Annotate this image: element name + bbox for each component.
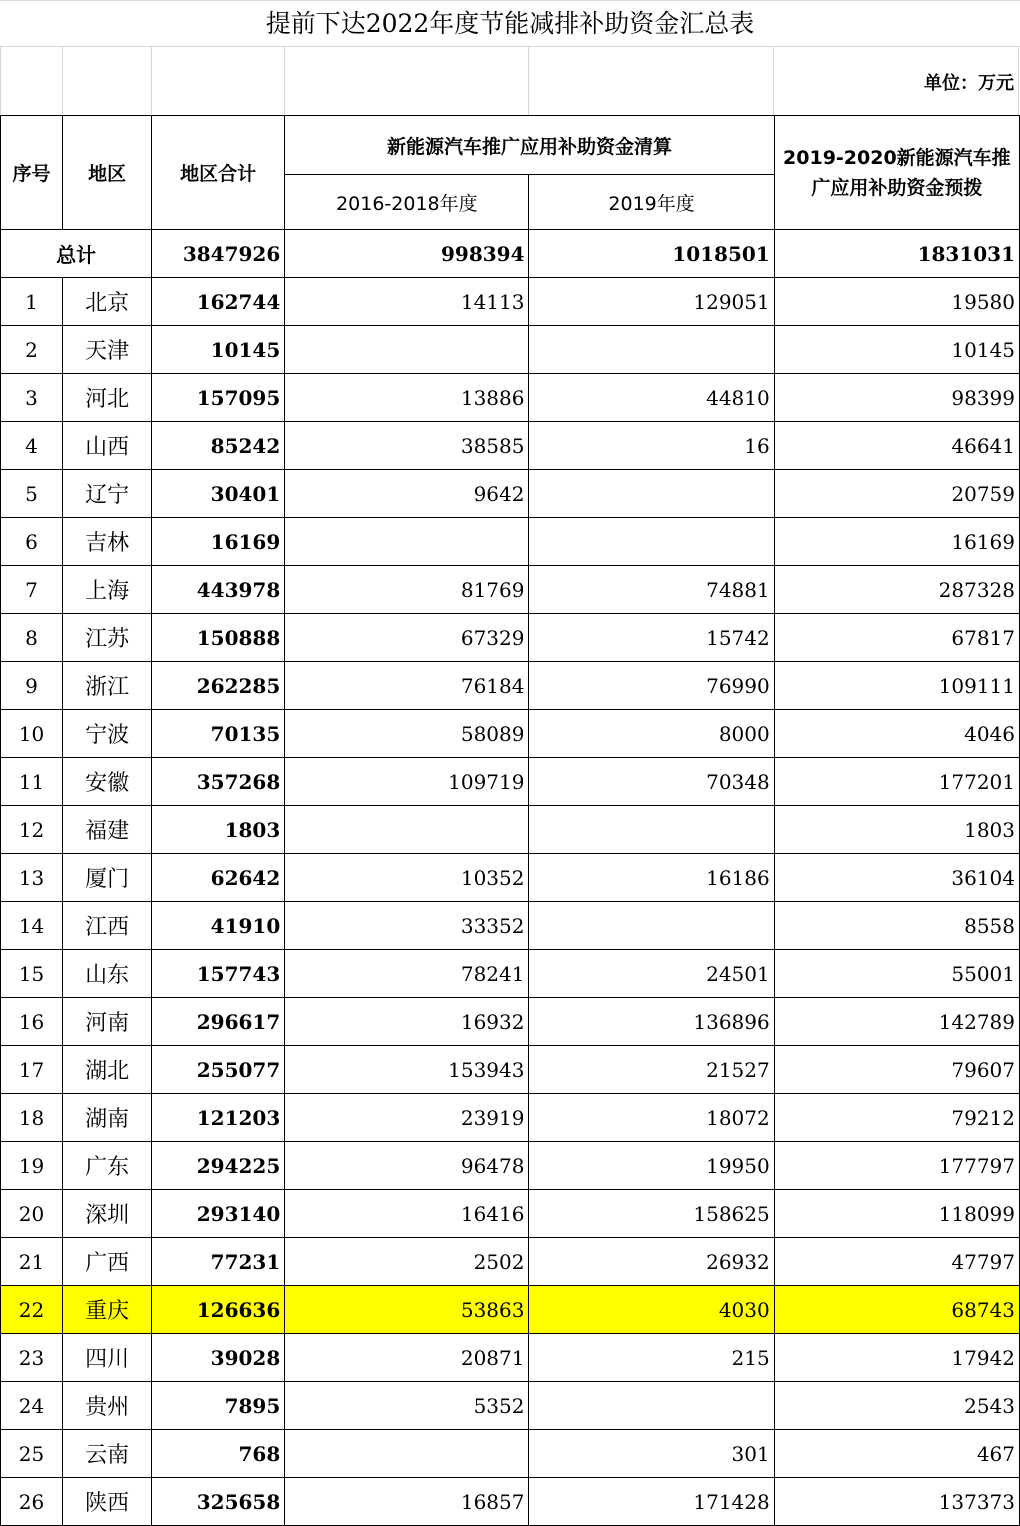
- totals-prepay: 1831031: [774, 230, 1019, 278]
- row-region: 山东: [63, 950, 152, 998]
- row-prepay: 137373: [774, 1478, 1019, 1526]
- row-number: 21: [1, 1238, 63, 1286]
- table-row: [1, 1190, 1020, 1238]
- row-2019: 15742: [529, 614, 774, 662]
- row-2016-2018: [285, 326, 529, 374]
- row-region: 安徽: [63, 758, 152, 806]
- row-region: 重庆: [63, 1286, 152, 1334]
- row-2016-2018: 16416: [285, 1190, 529, 1238]
- row-number: 5: [1, 470, 63, 518]
- row-2019: 4030: [529, 1286, 774, 1334]
- row-2019: 136896: [529, 998, 774, 1046]
- unit-row: [0, 47, 1020, 115]
- row-2019: 16186: [529, 854, 774, 902]
- row-prepay: 79212: [774, 1094, 1019, 1142]
- header-clearing: 新能源汽车推广应用补助资金清算: [285, 116, 774, 175]
- row-2019: 44810: [529, 374, 774, 422]
- row-number: 26: [1, 1478, 63, 1526]
- row-2016-2018: [285, 1430, 529, 1478]
- row-sum: 16169: [152, 518, 285, 566]
- row-2016-2018: [285, 518, 529, 566]
- row-2016-2018: 109719: [285, 758, 529, 806]
- row-region: 广西: [63, 1238, 152, 1286]
- row-number: 23: [1, 1334, 63, 1382]
- row-region: 湖南: [63, 1094, 152, 1142]
- table-row: [1, 1286, 1020, 1334]
- table-row: [1, 614, 1020, 662]
- row-sum: 85242: [152, 422, 285, 470]
- row-2016-2018: 14113: [285, 278, 529, 326]
- row-number: 14: [1, 902, 63, 950]
- row-region: 福建: [63, 806, 152, 854]
- row-2019: 301: [529, 1430, 774, 1478]
- row-prepay: 16169: [774, 518, 1019, 566]
- row-2016-2018: 16857: [285, 1478, 529, 1526]
- row-prepay: 2543: [774, 1382, 1019, 1430]
- row-prepay: 19580: [774, 278, 1019, 326]
- row-prepay: 177797: [774, 1142, 1019, 1190]
- row-2016-2018: 33352: [285, 902, 529, 950]
- table-row: [1, 326, 1020, 374]
- row-sum: 262285: [152, 662, 285, 710]
- row-number: 18: [1, 1094, 63, 1142]
- table-row: [1, 758, 1020, 806]
- row-2016-2018: 58089: [285, 710, 529, 758]
- row-number: 12: [1, 806, 63, 854]
- row-number: 19: [1, 1142, 63, 1190]
- row-number: 4: [1, 422, 63, 470]
- row-region: 宁波: [63, 710, 152, 758]
- row-prepay: 1803: [774, 806, 1019, 854]
- row-sum: 294225: [152, 1142, 285, 1190]
- row-region: 辽宁: [63, 470, 152, 518]
- row-number: 6: [1, 518, 63, 566]
- row-2019: 70348: [529, 758, 774, 806]
- row-prepay: 98399: [774, 374, 1019, 422]
- row-2019: 129051: [529, 278, 774, 326]
- row-region: 河北: [63, 374, 152, 422]
- row-region: 广东: [63, 1142, 152, 1190]
- header-prepay: 2019-2020新能源汽车推广应用补助资金预拨: [774, 116, 1019, 230]
- row-2016-2018: [285, 806, 529, 854]
- row-2016-2018: 81769: [285, 566, 529, 614]
- unit-label: 单位：万元: [924, 73, 1014, 94]
- row-prepay: 17942: [774, 1334, 1019, 1382]
- row-prepay: 67817: [774, 614, 1019, 662]
- row-prepay: 47797: [774, 1238, 1019, 1286]
- header-region-total: 地区合计: [152, 116, 285, 230]
- row-number: 24: [1, 1382, 63, 1430]
- row-sum: 157095: [152, 374, 285, 422]
- row-prepay: 36104: [774, 854, 1019, 902]
- table-row: [1, 374, 1020, 422]
- table-row: [1, 1094, 1020, 1142]
- row-number: 17: [1, 1046, 63, 1094]
- table-row: [1, 1046, 1020, 1094]
- table-row: [1, 566, 1020, 614]
- row-number: 25: [1, 1430, 63, 1478]
- table-row: [1, 1334, 1020, 1382]
- row-number: 2: [1, 326, 63, 374]
- row-region: 浙江: [63, 662, 152, 710]
- row-2016-2018: 5352: [285, 1382, 529, 1430]
- table-row: [1, 950, 1020, 998]
- row-region: 天津: [63, 326, 152, 374]
- row-2016-2018: 9642: [285, 470, 529, 518]
- row-2019: 16: [529, 422, 774, 470]
- table-row: [1, 278, 1020, 326]
- header-seq: 序号: [1, 116, 63, 230]
- row-2019: 76990: [529, 662, 774, 710]
- row-prepay: 46641: [774, 422, 1019, 470]
- row-region: 吉林: [63, 518, 152, 566]
- table-row: [1, 1142, 1020, 1190]
- row-2019: 171428: [529, 1478, 774, 1526]
- row-sum: 126636: [152, 1286, 285, 1334]
- row-region: 北京: [63, 278, 152, 326]
- table-row: [1, 422, 1020, 470]
- row-2019: [529, 470, 774, 518]
- row-number: 20: [1, 1190, 63, 1238]
- row-2016-2018: 96478: [285, 1142, 529, 1190]
- row-2019: 215: [529, 1334, 774, 1382]
- row-region: 上海: [63, 566, 152, 614]
- row-sum: 41910: [152, 902, 285, 950]
- row-region: 湖北: [63, 1046, 152, 1094]
- row-sum: 443978: [152, 566, 285, 614]
- row-2016-2018: 20871: [285, 1334, 529, 1382]
- table-row: [1, 902, 1020, 950]
- table-row: [1, 1478, 1020, 1526]
- row-sum: 768: [152, 1430, 285, 1478]
- row-2019: [529, 326, 774, 374]
- table-row: [1, 1382, 1020, 1430]
- row-sum: 293140: [152, 1190, 285, 1238]
- row-2019: 19950: [529, 1142, 774, 1190]
- row-2016-2018: 13886: [285, 374, 529, 422]
- row-number: 3: [1, 374, 63, 422]
- row-prepay: 118099: [774, 1190, 1019, 1238]
- row-sum: 162744: [152, 278, 285, 326]
- row-number: 7: [1, 566, 63, 614]
- row-sum: 1803: [152, 806, 285, 854]
- row-prepay: 4046: [774, 710, 1019, 758]
- row-sum: 30401: [152, 470, 285, 518]
- row-prepay: 109111: [774, 662, 1019, 710]
- row-2019: [529, 806, 774, 854]
- subsidy-table: [0, 115, 1020, 1526]
- row-sum: 121203: [152, 1094, 285, 1142]
- row-sum: 62642: [152, 854, 285, 902]
- row-prepay: 287328: [774, 566, 1019, 614]
- row-prepay: 467: [774, 1430, 1019, 1478]
- row-2019: [529, 518, 774, 566]
- row-2019: 158625: [529, 1190, 774, 1238]
- row-2019: 26932: [529, 1238, 774, 1286]
- row-sum: 150888: [152, 614, 285, 662]
- table-row: [1, 1430, 1020, 1478]
- row-sum: 325658: [152, 1478, 285, 1526]
- row-sum: 39028: [152, 1334, 285, 1382]
- row-2016-2018: 10352: [285, 854, 529, 902]
- row-region: 河南: [63, 998, 152, 1046]
- row-2016-2018: 2502: [285, 1238, 529, 1286]
- totals-2016-2018: 998394: [285, 230, 529, 278]
- row-sum: 70135: [152, 710, 285, 758]
- row-2016-2018: 67329: [285, 614, 529, 662]
- table-row: [1, 1238, 1020, 1286]
- row-prepay: 10145: [774, 326, 1019, 374]
- row-sum: 255077: [152, 1046, 285, 1094]
- row-2016-2018: 16932: [285, 998, 529, 1046]
- row-prepay: 142789: [774, 998, 1019, 1046]
- totals-2019: 1018501: [529, 230, 774, 278]
- table-row: [1, 806, 1020, 854]
- table-row: [1, 470, 1020, 518]
- row-sum: 10145: [152, 326, 285, 374]
- row-region: 山西: [63, 422, 152, 470]
- header-2016-2018: 2016-2018年度: [285, 175, 529, 230]
- row-2016-2018: 53863: [285, 1286, 529, 1334]
- row-number: 16: [1, 998, 63, 1046]
- row-2016-2018: 76184: [285, 662, 529, 710]
- row-sum: 357268: [152, 758, 285, 806]
- row-2016-2018: 78241: [285, 950, 529, 998]
- row-2019: 21527: [529, 1046, 774, 1094]
- row-number: 15: [1, 950, 63, 998]
- row-region: 江西: [63, 902, 152, 950]
- row-2019: [529, 1382, 774, 1430]
- row-number: 1: [1, 278, 63, 326]
- header-2019: 2019年度: [529, 175, 774, 230]
- row-2019: 18072: [529, 1094, 774, 1142]
- row-sum: 7895: [152, 1382, 285, 1430]
- totals-sum: 3847926: [152, 230, 285, 278]
- table-row: [1, 998, 1020, 1046]
- row-2016-2018: 38585: [285, 422, 529, 470]
- row-prepay: 79607: [774, 1046, 1019, 1094]
- row-region: 云南: [63, 1430, 152, 1478]
- row-prepay: 68743: [774, 1286, 1019, 1334]
- row-number: 13: [1, 854, 63, 902]
- table-row: [1, 662, 1020, 710]
- table-row: [1, 710, 1020, 758]
- row-prepay: 20759: [774, 470, 1019, 518]
- totals-label: 总计: [1, 230, 152, 278]
- row-region: 陕西: [63, 1478, 152, 1526]
- row-2019: 24501: [529, 950, 774, 998]
- row-prepay: 177201: [774, 758, 1019, 806]
- row-2016-2018: 153943: [285, 1046, 529, 1094]
- row-number: 10: [1, 710, 63, 758]
- row-region: 贵州: [63, 1382, 152, 1430]
- table-row: [1, 518, 1020, 566]
- row-sum: 296617: [152, 998, 285, 1046]
- row-number: 22: [1, 1286, 63, 1334]
- header-region: 地区: [63, 116, 152, 230]
- row-region: 江苏: [63, 614, 152, 662]
- row-region: 深圳: [63, 1190, 152, 1238]
- row-2016-2018: 23919: [285, 1094, 529, 1142]
- row-number: 9: [1, 662, 63, 710]
- row-number: 11: [1, 758, 63, 806]
- row-sum: 157743: [152, 950, 285, 998]
- row-sum: 77231: [152, 1238, 285, 1286]
- row-2019: [529, 902, 774, 950]
- row-prepay: 8558: [774, 902, 1019, 950]
- row-number: 8: [1, 614, 63, 662]
- totals-row: [1, 230, 1020, 278]
- row-2019: 8000: [529, 710, 774, 758]
- row-prepay: 55001: [774, 950, 1019, 998]
- sheet-title: 提前下达2022年度节能减排补助资金汇总表: [0, 0, 1020, 47]
- row-2019: 74881: [529, 566, 774, 614]
- table-row: [1, 854, 1020, 902]
- row-region: 四川: [63, 1334, 152, 1382]
- row-region: 厦门: [63, 854, 152, 902]
